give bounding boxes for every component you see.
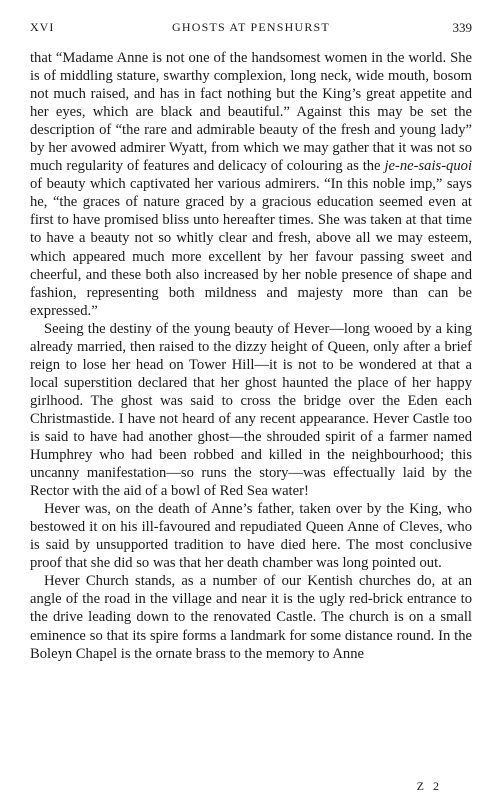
chapter-number: XVI xyxy=(30,20,55,34)
paragraph-1-italic-phrase: je-ne-sais-quoi xyxy=(384,158,472,175)
paragraph-1-text-a: that “Madame Anne is not one of the handsomest women in the world. She is of middling stature, swarthy complexion, long neck, wide mouth, bosom not much raised, and has in fact nothing but the King’s great appetite and her eyes, which are black and beautiful.” Against this may be set the description of “the rare and admirable beauty of the fresh and young lady” by her avowed admirer Wyatt, from which we may gather that it was not so much regularity of features and delicacy of colouring as the xyxy=(30,50,472,175)
printer-signature-mark: Z 2 xyxy=(416,779,442,793)
paragraph-4: Hever Church stands, as a number of our Kentish churches do, at an angle of the road in the village and near it is the ugly red-brick entrance to the drive leading down to the renovated Castle. The church is on a small eminence so that its spire forms a landmark for some distance round. In the Boleyn Chapel is the ornate brass to the memory to Anne xyxy=(30,573,472,662)
book-page xyxy=(30,14,472,794)
paragraph-3: Hever was, on the death of Anne’s father, taken over by the King, who bestowed it on his ill-favoured and repudiated Queen Anne of Cleves, who is said by unsupported tradition to have died here. The most conclusive proof that she did so was that her death chamber was long pointed out. xyxy=(30,501,472,572)
running-header xyxy=(30,14,472,38)
paragraph-1 xyxy=(30,49,472,320)
body-text xyxy=(30,49,472,663)
paragraph-2: Seeing the destiny of the young beauty of Hever—long wooed by a king already married, then raised to the dizzy height of Queen, only after a brief reign to lose her head on Tower Hill—it is not to be wondered at that a local superstition declared that her ghost haunted the place of her happy girlhood. The ghost was said to cross the bridge over the Eden each Christmastide. I have not heard of any recent appearance. Hever Castle too is said to have had another ghost—the shrouded spirit of a farmer named Humphrey who had been robbed and killed in the neighbourhood; this uncanny manifestation—so runs the story—was effectually laid by the Rector with the aid of a bowl of Red Sea water! xyxy=(30,320,472,500)
paragraph-1-text-b: of beauty which captivated her various admirers. “In this noble imp,” says he, “the graces of nature graced by a gracious education seemed even at first to have promised bliss unto hereafter times. She was taken at that time to have a beauty not so whitly clear and fresh, above all we may esteem, which appeared much more excellent by her favour passing sweet and cheerful, and these both also increased by her noble presence of shape and fashion, representing both mildness and majesty more than can be expressed.” xyxy=(30,176,472,319)
running-title: GHOSTS AT PENSHURST xyxy=(172,20,330,34)
page-number: 339 xyxy=(452,20,472,35)
